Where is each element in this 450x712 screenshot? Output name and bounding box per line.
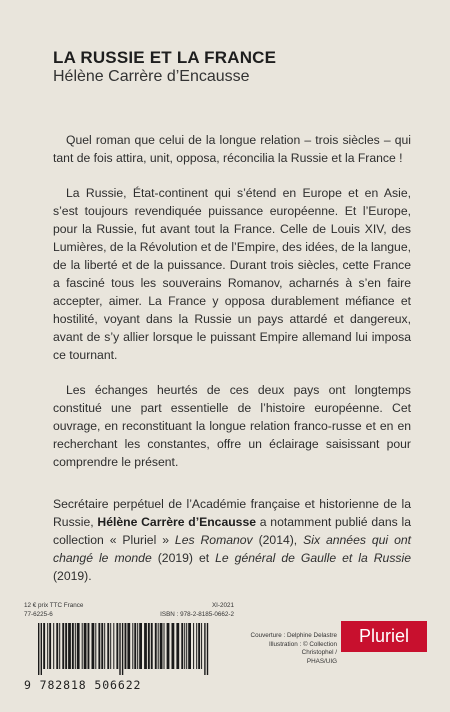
blurb-paragraph-2: La Russie, État-continent qui s’étend en Europe et en Asie, s’est toujours revendiquée puissance européenne. Et l’Europe, pour la Russie, fut avant tout la France. Celle de Louis XIV, des Lumières, de la Révolution et de l’Empire, des idées, de la langue, de la liberté et de la puissance. Durant trois siècles, cette France a fasciné tous les souverains Romanov, acharnés à s’en faire accepter, aimer. La France y opposa durablement méfiance et hostilité, voyant dans la Russie un pays attardé et dangereux, avant de s’y allier lorsque le puissant Empire allemand lui imposa ce tournant. [53, 186, 411, 362]
barcode-bar [53, 623, 54, 669]
barcode-bar [113, 623, 114, 669]
barcode-bar [132, 623, 133, 669]
barcode-bar [101, 623, 103, 669]
barcode-bar [196, 623, 197, 669]
credit-agency: PHAS/UIG [306, 657, 337, 665]
barcode-bar [148, 623, 150, 669]
barcode-bar [47, 623, 48, 669]
book-title: LA RUSSIE ET LA FRANCE [53, 48, 277, 67]
barcode-digits: 9 782818 506622 [24, 678, 142, 692]
barcode-bar [193, 623, 194, 669]
barcode-bar [155, 623, 157, 669]
barcode-bar [198, 623, 200, 669]
barcode-bar [77, 623, 80, 669]
barcode-bar [188, 623, 191, 669]
price-text: 12 € prix TTC France [24, 602, 84, 609]
credit-cover: Couverture : Delphine Delastre [250, 632, 337, 639]
barcode-bar [186, 623, 187, 669]
barcode-bars [24, 623, 229, 675]
isbn-text: ISBN : 978-2-8185-0662-2 [160, 611, 234, 618]
barcode-bar [72, 623, 74, 669]
credit-illustration: Illustration : © Collection Christophel / [269, 640, 337, 657]
barcode-bar [41, 623, 42, 675]
bio-text-1: Secrétaire perpétuel de l’Académie française et historienne de la Russie, [53, 497, 411, 529]
barcode-bar [95, 623, 96, 669]
barcode-bar [172, 623, 175, 669]
barcode-bar [158, 623, 159, 669]
barcode-bar [151, 623, 153, 669]
barcode-bar [75, 623, 76, 669]
barcode-bar [160, 623, 163, 669]
barcode-bar [49, 623, 51, 669]
barcode-bar [184, 623, 185, 669]
barcode-bar [125, 623, 127, 669]
barcode-bar [56, 623, 58, 669]
barcode-bar [65, 623, 67, 669]
barcode-bar [116, 623, 118, 669]
bio-book-2: Six années qui ont changé le monde [53, 533, 412, 565]
barcode-bar [176, 623, 179, 669]
barcode-bar [164, 623, 165, 669]
barcode-bar [62, 623, 64, 669]
barcode-bar [92, 623, 95, 669]
barcode-bar [144, 623, 147, 669]
barcode-bar [98, 623, 100, 669]
bio-text-2: a notamment publié dans la collection « Pluriel » [53, 515, 411, 547]
barcode-bar [88, 623, 90, 669]
bio-book-3: Le général de Gaulle et la Russie [215, 551, 411, 565]
barcode-bar [137, 623, 138, 669]
barcode-bar [207, 623, 208, 675]
barcode-bar [139, 623, 142, 669]
bio-author-name: Hélène Carrère d’Encausse [97, 515, 256, 529]
price-info [24, 601, 234, 619]
barcode-bar [82, 623, 83, 669]
product-code: 77-6225-6 [24, 611, 53, 618]
book-author: Hélène Carrère d’Encausse [53, 68, 250, 85]
bio-book-1: Les Romanov [174, 533, 253, 547]
barcode-bar [204, 623, 205, 675]
barcode-bar [104, 623, 105, 669]
bio-text-4: (2019) et [151, 551, 216, 565]
barcode-bar [181, 623, 183, 669]
blurb-paragraph-1: Quel roman que celui de la longue relation – trois siècles – qui tant de fois attira, unit, opposa, réconcilia la Russie et la France ! [53, 133, 411, 165]
barcode-bar [110, 623, 111, 669]
barcode-bar [107, 623, 109, 669]
edition-date: XI-2021 [211, 602, 234, 609]
barcode-bar [59, 623, 60, 669]
barcode-bar [134, 623, 136, 669]
barcode-bar [167, 623, 170, 669]
barcode-bar [127, 623, 130, 669]
barcode-bar [84, 623, 87, 669]
bio-text-5: (2019). [53, 569, 92, 583]
cover-credits [244, 632, 337, 666]
barcode-bar [119, 623, 120, 675]
bio-text-3: (2014), [252, 533, 304, 547]
barcode-bar [43, 623, 45, 669]
barcode-bar [38, 623, 39, 675]
barcode-bar [68, 623, 71, 669]
barcode-bar [201, 623, 202, 669]
blurb-paragraph-3: Les échanges heurtés de ces deux pays ont longtemps constitué une part essentielle de l’histoire européenne. Cet ouvrage, en reconstituant la longue relation franco-russe et en en recherchant les constantes, offre un éclairage saisissant pour comprendre le présent. [53, 383, 411, 469]
barcode [24, 623, 229, 691]
barcode-bar [122, 623, 123, 675]
publisher-logo: Pluriel [341, 621, 427, 652]
author-bio [53, 495, 411, 585]
